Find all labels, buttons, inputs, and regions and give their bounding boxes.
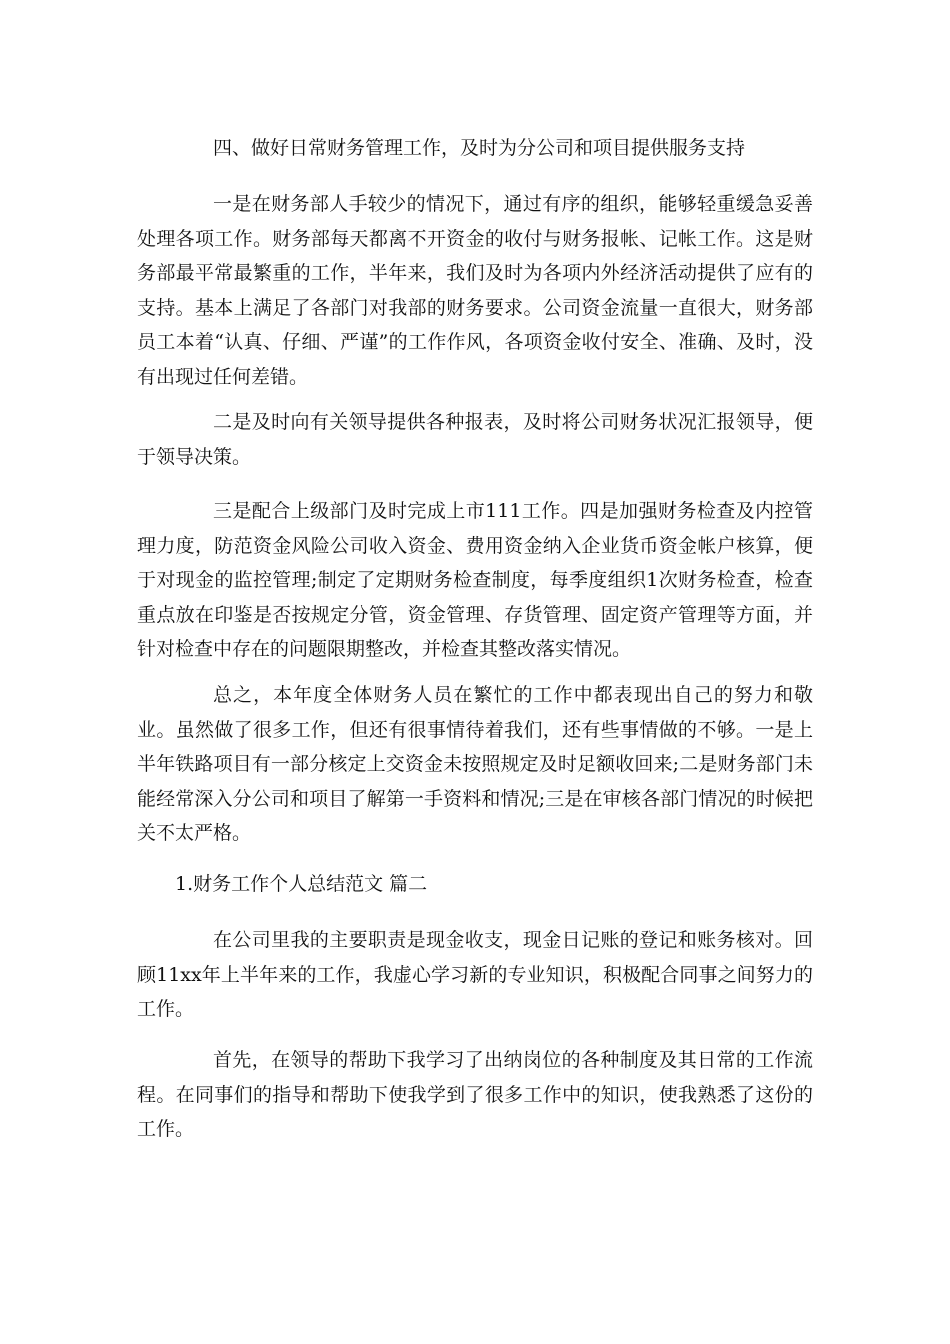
paragraph-5: 在公司里我的主要职责是现金收支，现金日记账的登记和账务核对。回顾11xx年上半年来的工作，我虚心学习新的专业知识，积极配合同事之间努力的工作。 <box>137 929 813 1020</box>
paragraph-3: 三是配合上级部门及时完成上市111工作。四是加强财务检查及内控管理力度，防范资金风险公司收入资金、费用资金纳入企业货币资金帐户核算，便于对现金的监控管理;制定了定期财务检查制度，每季度组织1次财务检查，检查重点放在印鉴是否按规定分管，资金管理、存货管理、固定资产管理等方面，并针对检查中存在的问题限期整改，并检查其整改落实情况。 <box>137 500 813 660</box>
paragraph-2: 二是及时向有关领导提供各种报表，及时将公司财务状况汇报领导，便于领导决策。 <box>137 411 813 468</box>
paragraph-4: 总之，本年度全体财务人员在繁忙的工作中都表现出自己的努力和敬业。虽然做了很多工作，但还有很事情待着我们，还有些事情做的不够。一是上半年铁路项目有一部分核定上交资金未按照规定及时足额收回来;二是财务部门未能经常深入分公司和项目了解第一手资料和情况;三是在审核各部门情况的时候把关不太严格。 <box>137 684 813 844</box>
section-title: 1.财务工作个人总结范文 篇二 <box>175 873 428 895</box>
paragraph-6: 首先，在领导的帮助下我学习了出纳岗位的各种制度及其日常的工作流程。在同事们的指导和帮助下使我学到了很多工作中的知识，使我熟悉了这份的工作。 <box>137 1049 813 1140</box>
paragraph-1: 一是在财务部人手较少的情况下，通过有序的组织，能够轻重缓急妥善处理各项工作。财务部每天都离不开资金的收付与财务报帐、记帐工作。这是财务部最平常最繁重的工作，半年来，我们及时为各项内外经济活动提供了应有的支持。基本上满足了各部门对我部的财务要求。公司资金流量一直很大，财务部员工本着“认真、仔细、严谨”的工作作风，各项资金收付安全、准确、及时，没有出现过任何差错。 <box>137 193 813 388</box>
section-heading: 四、做好日常财务管理工作，及时为分公司和项目提供服务支持 <box>213 137 746 159</box>
